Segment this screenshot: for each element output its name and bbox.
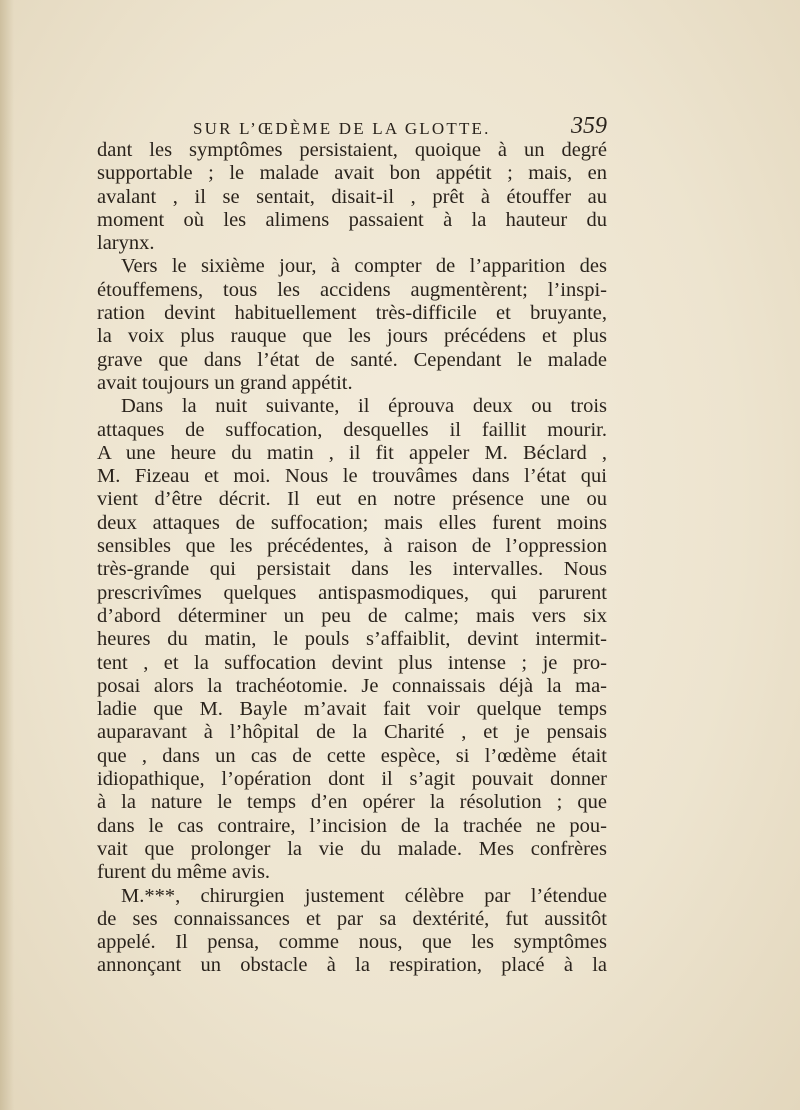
text-line: que , dans un cas de cette espèce, si l’œdème était [97, 744, 607, 767]
text-line: supportable ; le malade avait bon appétit ; mais, en [97, 162, 607, 185]
text-line: sensibles que les précédentes, à raison de l’oppression [97, 535, 607, 558]
text-line: posai alors la trachéotomie. Je connaissais déjà la ma- [97, 674, 607, 697]
text-line: furent du même avis. [97, 861, 271, 884]
text-line: appelé. Il pensa, comme nous, que les symptômes [97, 931, 607, 954]
text-line: ladie que M. Bayle m’avait fait voir quelque temps [97, 698, 607, 721]
text-line: à la nature le temps d’en opérer la résolution ; que [97, 791, 607, 814]
text-line: avait toujours un grand appétit. [97, 371, 353, 394]
text-line: dans le cas contraire, l’incision de la trachée ne pou- [97, 814, 607, 837]
text-line: A une heure du matin , il fit appeler M. Béclard , [97, 441, 607, 464]
text-line: grave que dans l’état de santé. Cependant le malade [97, 348, 607, 371]
text-line: avalant , il se sentait, disait-il , prêt à étouffer au [97, 185, 607, 208]
text-line: moment où les alimens passaient à la hauteur du [97, 208, 607, 231]
text-line: heures du matin, le pouls s’affaiblit, devint intermit- [97, 628, 607, 651]
text-line: attaques de suffocation, desquelles il faillit mourir. [97, 418, 607, 441]
text-line: M. Fizeau et moi. Nous le trouvâmes dans l’état qui [97, 465, 607, 488]
text-line: d’abord déterminer un peu de calme; mais vers six [97, 604, 607, 627]
text-line: idiopathique, l’opération dont il s’agit pouvait donner [97, 768, 607, 791]
text-line: Vers le sixième jour, à compter de l’apparition des [121, 255, 607, 278]
text-line: M.***, chirurgien justement célèbre par l’étendue [121, 884, 607, 907]
text-line: auparavant à l’hôpital de la Charité , et je pensais [97, 721, 607, 744]
text-line: tent , et la suffocation devint plus intense ; je pro- [97, 651, 607, 674]
text-line: étouffemens, tous les accidens augmentèrent; l’inspi- [97, 278, 607, 301]
body-text [97, 139, 607, 978]
text-line: ration devint habituellement très-difficile et bruyante, [97, 302, 607, 325]
text-line: vient d’être décrit. Il eut en notre présence une ou [97, 488, 607, 511]
text-line: dant les symptômes persistaient, quoique à un degré [97, 139, 607, 161]
page-number: 359 [571, 113, 607, 139]
text-line: deux attaques de suffocation; mais elles furent moins [97, 511, 607, 534]
text-line: la voix plus rauque que les jours précédens et plus [97, 325, 607, 348]
text-line: prescrivîmes quelques antispasmodiques, qui parurent [97, 581, 607, 604]
text-line: larynx. [97, 232, 155, 255]
running-head: SUR L’ŒDÈME DE LA GLOTTE. [193, 119, 491, 138]
text-line: vait que prolonger la vie du malade. Mes confrères [97, 837, 607, 860]
text-line: annonçant un obstacle à la respiration, placé à la [97, 954, 607, 977]
text-line: très-grande qui persistait dans les intervalles. Nous [97, 558, 607, 581]
page-edge-shadow [0, 0, 14, 1110]
text-line: de ses connaissances et par sa dextérité, fut aussitôt [97, 907, 607, 930]
text-line: Dans la nuit suivante, il éprouva deux ou trois [121, 395, 607, 418]
